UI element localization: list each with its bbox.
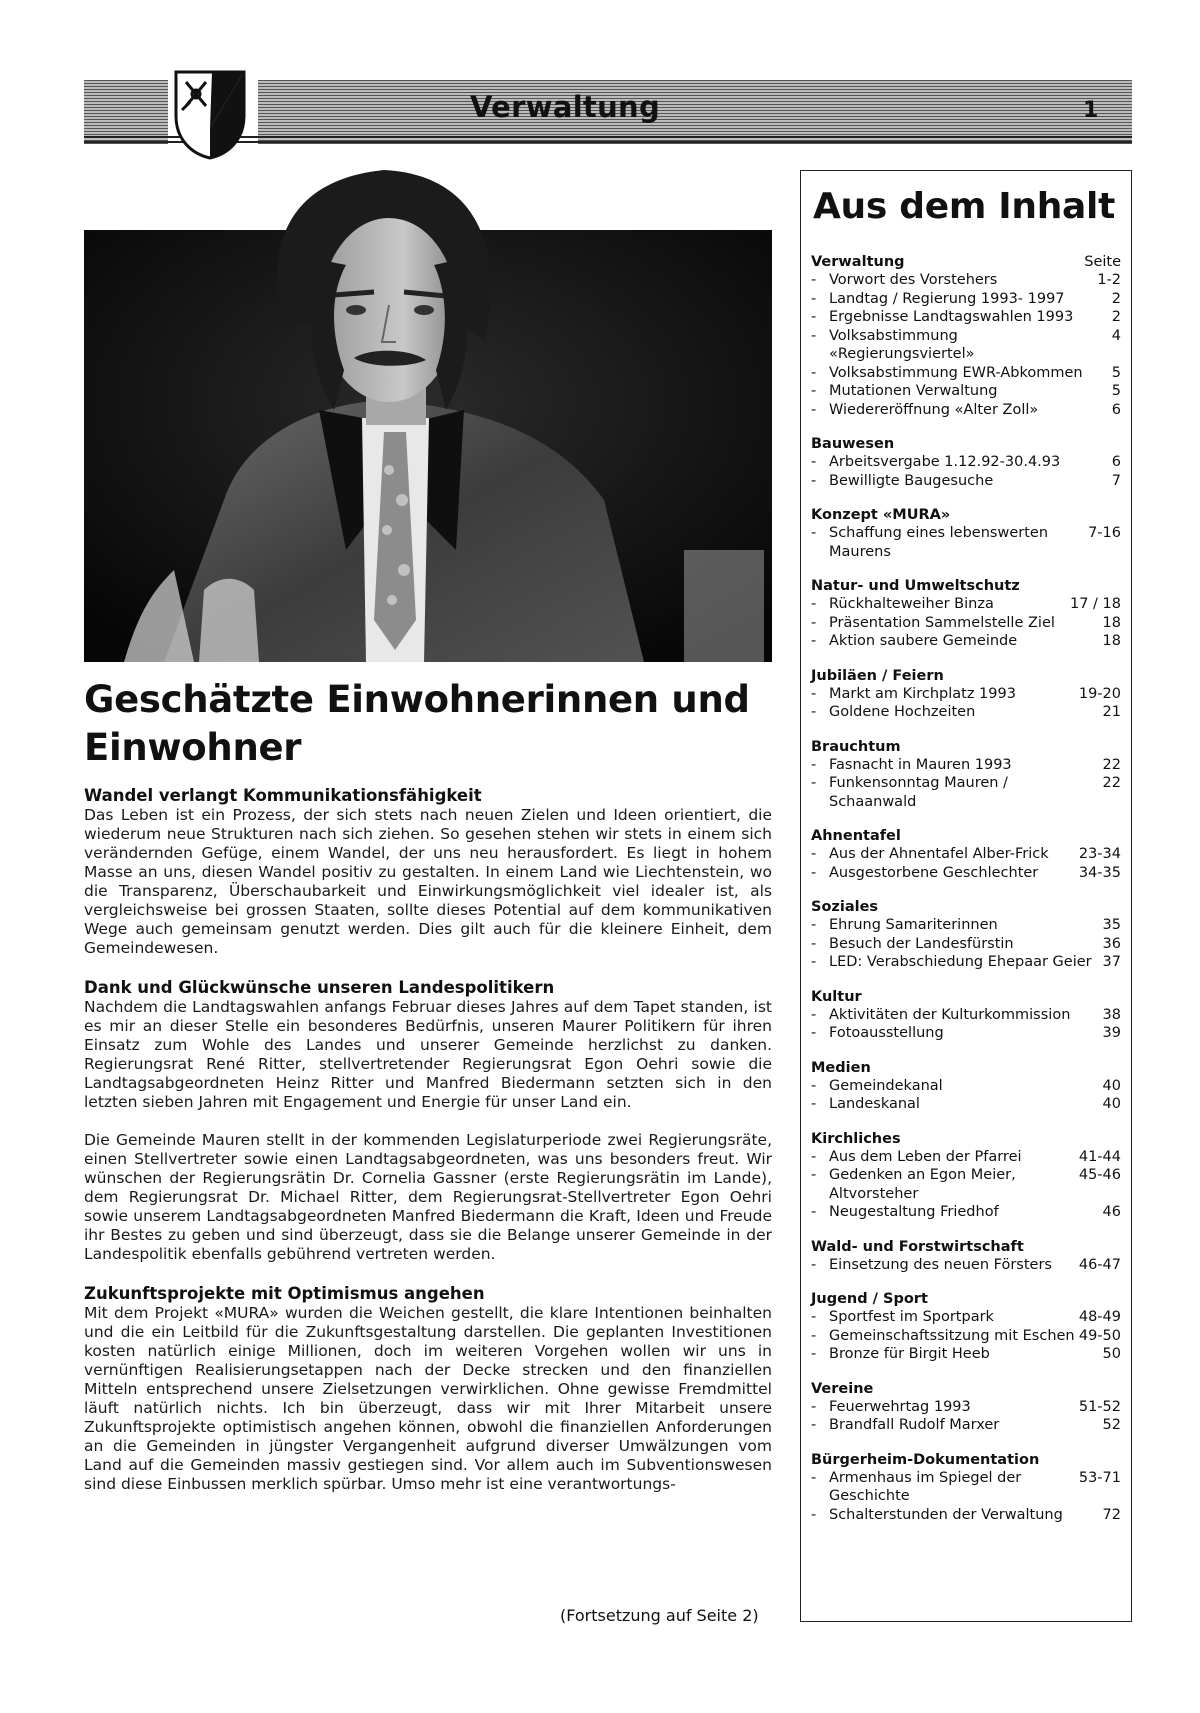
toc-item	[811, 1148, 1121, 1167]
toc-item-page: 21	[1102, 704, 1121, 720]
toc-item	[811, 1166, 1121, 1203]
toc-category-heading	[811, 827, 1121, 845]
toc-item-title: Aktivitäten der Kulturkommission	[829, 1006, 1071, 1023]
bullet-dash: -	[811, 917, 817, 933]
toc-category	[811, 1290, 1121, 1364]
article-headline: Geschätzte Einwohnerinnen und Einwohner	[84, 678, 750, 769]
toc-item	[811, 685, 1121, 704]
toc-item	[811, 1256, 1121, 1275]
bullet-dash: -	[811, 327, 817, 344]
toc-item-page: 52	[1102, 1417, 1121, 1433]
toc-category-heading	[811, 1059, 1121, 1077]
toc-item-title: Gemeinschaftssitzung mit Eschen	[829, 1327, 1075, 1344]
toc-item-page: 51-52	[1078, 1398, 1121, 1415]
paragraph: Nachdem die Landtagswahlen anfangs Februar dieses Jahres auf dem Tapet standen, ist es mir an dieser Stelle ein besonderes Bedürfnis, unseren Maurer Politikern für ihren Einsatz zum Wohle des Landes und unserer Gemeinde herzlichst zu danken. Regierungsrat René Ritter, stellvertretender Regierungsrat Egon Oehri sowie die Landtagsabgeordneten Heinz Ritter und Manfred Biedermann setzten sich in den letzten sieben Jahren mit Engagement und Energie für unser Land ein.	[84, 998, 772, 1111]
toc-item-page: 39	[1102, 1025, 1121, 1041]
toc-item	[811, 756, 1121, 775]
bullet-dash: -	[811, 1148, 817, 1165]
toc-item-page: 40	[1102, 1077, 1121, 1094]
toc-item-title: Arbeitsvergabe 1.12.92-30.4.93	[829, 454, 1061, 470]
toc-item-title: Ehrung Samariterinnen	[829, 917, 998, 933]
toc-item	[811, 1416, 1121, 1435]
toc-category-name: Wald- und Forstwirtschaft	[811, 1238, 1024, 1255]
portrait-photo	[84, 170, 772, 662]
toc-category-heading	[811, 253, 1121, 271]
toc-item	[811, 1469, 1121, 1506]
toc-item-page: 7	[1111, 472, 1121, 489]
toc-item	[811, 401, 1121, 420]
toc-item-page: 35	[1102, 917, 1121, 933]
toc-item	[811, 271, 1121, 290]
toc-item-page: 23-34	[1078, 846, 1121, 862]
bullet-dash: -	[811, 454, 817, 470]
paragraph: Mit dem Projekt «MURA» wurden die Weichen gestellt, die klare Intentionen beinhalten und die ein Leitbild für die Zukunftsgestaltung darstellen. Die geplanten Investitionen kosten natürlich einige Millionen, doch im weiteren Vorgehen wollen wir uns in vernünftigen Realisierungsetappen nach der Decke strecken und den finanziellen Mitteln entsprechend unsere Zielsetzungen verwirklichen. Ohne gewisse Fremdmittel läuft natürlich nichts. Ich bin überzeugt, dass wir mit Ihrer Mitarbeit unsere Zukunftsprojekte optimistisch angehen können, obwohl die finanziellen Anforderungen an die Gemeinden in jüngster Vergangenheit aufgrund diverser Umwälzungen vom Land auf die Gemeinden massiv gestiegen sind. Vor allem auch im Subventionswesen sind diese Einbussen merklich spürbar. Umso mehr ist eine verantwortungs-	[84, 1304, 772, 1493]
toc-item	[811, 703, 1121, 722]
toc-category	[811, 827, 1121, 882]
toc-item	[811, 614, 1121, 633]
toc-category	[811, 1059, 1121, 1114]
coat-of-arms-icon	[172, 68, 248, 160]
toc-item-title: Neugestaltung Friedhof	[829, 1204, 999, 1220]
bullet-dash: -	[811, 364, 817, 381]
toc-item	[811, 382, 1121, 401]
toc-item-title: Schaffung eines lebenswerten Maurens	[829, 525, 1049, 560]
toc-item	[811, 774, 1121, 811]
toc-item-page: 34-35	[1078, 864, 1121, 881]
toc-item-title: Rückhalteweiher Binza	[829, 596, 994, 612]
toc-item	[811, 1506, 1121, 1525]
toc-category-name: Verwaltung	[811, 254, 905, 270]
toc-category-name: Jugend / Sport	[811, 1291, 928, 1307]
bullet-dash: -	[811, 1309, 817, 1325]
bullet-dash: -	[811, 633, 817, 649]
toc-item-page: 72	[1102, 1506, 1121, 1523]
bullet-dash: -	[811, 1204, 817, 1220]
toc-category-name: Kirchliches	[811, 1130, 901, 1147]
toc-item-title: Präsentation Sammelstelle Ziel	[829, 614, 1055, 631]
bullet-dash: -	[811, 1327, 817, 1344]
bullet-dash: -	[811, 1006, 817, 1023]
bullet-dash: -	[811, 1469, 817, 1486]
toc-category	[811, 988, 1121, 1043]
toc-item-page: 18	[1102, 633, 1121, 649]
bullet-dash: -	[811, 1256, 817, 1273]
toc-item-page: 2	[1111, 309, 1121, 325]
toc-category-name: Jubiläen / Feiern	[811, 667, 944, 684]
bullet-dash: -	[811, 685, 817, 702]
toc-item-title: Volksabstimmung «Regierungsviertel»	[829, 327, 975, 362]
section-subtitle: Wandel verlangt Kommunikationsfähigkeit	[84, 786, 482, 805]
bullet-dash: -	[811, 1077, 817, 1094]
bullet-dash: -	[811, 846, 817, 862]
toc-item-page: 1-2	[1097, 272, 1121, 288]
toc-item-title: Landeskanal	[829, 1096, 920, 1112]
toc-item-title: Funkensonntag Mauren / Schaanwald	[829, 775, 1008, 810]
toc-item-title: Ausgestorbene Geschlechter	[829, 864, 1039, 881]
toc-item-page: 50	[1102, 1346, 1121, 1362]
bullet-dash: -	[811, 1506, 817, 1523]
bullet-dash: -	[811, 525, 817, 541]
bullet-dash: -	[811, 954, 817, 970]
toc-item-title: Besuch der Landesfürstin	[829, 935, 1014, 952]
toc-item	[811, 1327, 1121, 1346]
article-section	[84, 786, 772, 958]
toc-item-title: Aktion saubere Gemeinde	[829, 633, 1018, 649]
toc-item-page: 6	[1111, 454, 1121, 470]
toc-item	[811, 864, 1121, 883]
toc-item	[811, 1203, 1121, 1222]
toc-item-page: 19-20	[1078, 685, 1121, 702]
toc-item-page: 2	[1111, 290, 1121, 307]
toc-category-heading	[811, 577, 1121, 595]
paragraph: Die Gemeinde Mauren stellt in der kommenden Legislaturperiode zwei Regierungsräte, einen Stellvertreter sowie einen Landtagsabgeordneten, was uns besonders freut. Wir wünschen der Regierungsrätin Dr. Cornelia Gassner (erste Regierungsrätin im Lande), dem Regierungsrat Dr. Michael Ritter, dem Regierungsrat-Stellvertreter Egon Oehri sowie unserem Landtagsabgeordneten Manfred Biedermann die Kraft, Ideen und Freude ihr Bestes zu geben und sind überzeugt, dass sie die Belange unserer Gemeinde in der Landespolitik ebenfalls gebührend vertreten werden.	[84, 1131, 772, 1263]
toc-category-name: Vereine	[811, 1380, 874, 1397]
toc-item	[811, 1095, 1121, 1114]
article-section	[84, 978, 772, 1264]
toc-category-name: Brauchtum	[811, 738, 901, 755]
toc-item	[811, 364, 1121, 383]
toc-item	[811, 524, 1121, 561]
bullet-dash: -	[811, 1096, 817, 1112]
bullet-dash: -	[811, 775, 817, 791]
toc-item	[811, 595, 1121, 614]
toc-item	[811, 1024, 1121, 1043]
table-of-contents	[800, 170, 1132, 1622]
toc-category	[811, 577, 1121, 651]
toc-category	[811, 1130, 1121, 1222]
toc-item-title: Goldene Hochzeiten	[829, 704, 976, 720]
toc-item-title: Brandfall Rudolf Marxer	[829, 1417, 1000, 1433]
bullet-dash: -	[811, 756, 817, 773]
toc-category	[811, 738, 1121, 812]
toc-item-page: 36	[1102, 935, 1121, 952]
toc-item-title: Bronze für Birgit Heeb	[829, 1346, 990, 1362]
toc-category-name: Konzept «MURA»	[811, 507, 951, 523]
toc-item-page: 41-44	[1078, 1148, 1121, 1165]
bullet-dash: -	[811, 1417, 817, 1433]
toc-item-title: Markt am Kirchplatz 1993	[829, 685, 1016, 702]
toc-category-heading	[811, 1290, 1121, 1308]
toc-item-page: 4	[1111, 327, 1121, 344]
toc-item-title: Vorwort des Vorstehers	[829, 272, 998, 288]
toc-category	[811, 1238, 1121, 1275]
toc-item	[811, 472, 1121, 491]
toc-category	[811, 506, 1121, 561]
toc-item-page: 38	[1102, 1006, 1121, 1023]
toc-item	[811, 1308, 1121, 1327]
toc-category-heading	[811, 506, 1121, 524]
toc-item-page: 17 / 18	[1069, 596, 1121, 612]
toc-category-heading	[811, 1130, 1121, 1148]
bullet-dash: -	[811, 1346, 817, 1362]
toc-category-name: Bauwesen	[811, 436, 895, 452]
toc-item-page: 46	[1102, 1204, 1121, 1220]
section-subtitle: Dank und Glückwünsche unseren Landespolitikern	[84, 978, 555, 997]
toc-item-title: Wiedereröffnung «Alter Zoll»	[829, 401, 1039, 418]
toc-category	[811, 1451, 1121, 1525]
continuation-note: (Fortsetzung auf Seite 2)	[560, 1606, 759, 1625]
toc-item-page: 49-50	[1078, 1327, 1121, 1344]
bullet-dash: -	[811, 1167, 817, 1183]
toc-category-name: Kultur	[811, 988, 862, 1005]
toc-list	[811, 253, 1121, 1524]
paragraph: Das Leben ist ein Prozess, der sich stets nach neuen Zielen und Ideen orientiert, die wiederum neue Strukturen nach sich ziehen. So gesehen stehen wir stets in einem sich verändernden Gefüge, einem Wandel, der uns neu herausfordert. Es liegt in hohem Masse an uns, diesen Wandel positiv zu gestalten. In einem Land wie Liechtenstein, wo die Transparenz, Überschaubarkeit und Einwirkungsmöglichkeit viel idealer ist, als vergleichsweise bei grossen Staaten, sollte dieses Potential auf dem kommunikativen Wege auch gemeinsam genutzt werden. Dies gilt auch für die kleinere Einheit, dem Gemeindewesen.	[84, 806, 772, 957]
toc-item-page: 40	[1102, 1096, 1121, 1112]
toc-item	[811, 916, 1121, 935]
toc-item-title: Aus der Ahnentafel Alber-Frick	[829, 846, 1049, 862]
toc-item-page: 22	[1102, 775, 1121, 791]
toc-item	[811, 327, 1121, 364]
toc-category-heading	[811, 898, 1121, 916]
bullet-dash: -	[811, 290, 817, 307]
bullet-dash: -	[811, 614, 817, 631]
toc-category-name: Natur- und Umweltschutz	[811, 578, 1020, 594]
toc-item	[811, 1006, 1121, 1025]
section-title: Verwaltung	[470, 90, 661, 124]
bullet-dash: -	[811, 272, 817, 288]
toc-item	[811, 308, 1121, 327]
toc-item	[811, 1077, 1121, 1096]
toc-category-name: Soziales	[811, 899, 879, 915]
toc-title: Aus dem Inhalt	[813, 186, 1115, 227]
toc-item-title: Fasnacht in Mauren 1993	[829, 756, 1012, 773]
toc-category-heading	[811, 988, 1121, 1006]
bullet-dash: -	[811, 309, 817, 325]
toc-category	[811, 667, 1121, 722]
toc-item-page: 7-16	[1088, 525, 1121, 541]
toc-item-title: Feuerwehrtag 1993	[829, 1398, 971, 1415]
bullet-dash: -	[811, 1398, 817, 1415]
bullet-dash: -	[811, 1025, 817, 1041]
toc-category-name: Ahnentafel	[811, 828, 901, 844]
bullet-dash: -	[811, 864, 817, 881]
toc-category-heading	[811, 667, 1121, 685]
article-section	[84, 1284, 772, 1494]
toc-item-title: Schalterstunden der Verwaltung	[829, 1506, 1063, 1523]
toc-item-page: 46-47	[1078, 1256, 1121, 1273]
toc-item-title: Gemeindekanal	[829, 1077, 943, 1094]
toc-item-page: 18	[1102, 614, 1121, 631]
toc-item-title: Volksabstimmung EWR-Abkommen	[829, 364, 1083, 381]
toc-category	[811, 898, 1121, 972]
toc-item	[811, 953, 1121, 972]
toc-category	[811, 253, 1121, 419]
bullet-dash: -	[811, 383, 817, 399]
toc-item-title: Einsetzung des neuen Försters	[829, 1256, 1052, 1273]
toc-category-heading	[811, 1238, 1121, 1256]
toc-category	[811, 1380, 1121, 1435]
toc-item-page: 53-71	[1078, 1469, 1121, 1486]
toc-item-title: Sportfest im Sportpark	[829, 1309, 994, 1325]
toc-item-page: 6	[1111, 401, 1121, 418]
toc-category	[811, 435, 1121, 490]
toc-item	[811, 1398, 1121, 1417]
toc-item-page: 37	[1102, 954, 1121, 970]
toc-item	[811, 935, 1121, 954]
article-body	[84, 786, 772, 1514]
bullet-dash: -	[811, 472, 817, 489]
toc-item	[811, 290, 1121, 309]
bullet-dash: -	[811, 704, 817, 720]
toc-item-page: 45-46	[1078, 1167, 1121, 1183]
toc-item	[811, 845, 1121, 864]
page-number: 1	[1083, 98, 1099, 123]
toc-item	[811, 453, 1121, 472]
toc-item-page: 22	[1102, 756, 1121, 773]
toc-category-heading	[811, 1451, 1121, 1469]
toc-item-title: Gedenken an Egon Meier, Altvorsteher	[829, 1167, 1016, 1202]
section-subtitle: Zukunftsprojekte mit Optimismus angehen	[84, 1284, 485, 1303]
bullet-dash: -	[811, 401, 817, 418]
toc-item-title: Ergebnisse Landtagswahlen 1993	[829, 309, 1074, 325]
toc-item-title: Landtag / Regierung 1993- 1997	[829, 290, 1065, 307]
toc-item-page: 5	[1111, 364, 1121, 381]
toc-item-page: 48-49	[1078, 1309, 1121, 1325]
toc-item-title: Fotoausstellung	[829, 1025, 944, 1041]
toc-category-heading	[811, 435, 1121, 453]
toc-category-heading	[811, 1380, 1121, 1398]
toc-item-title: Bewilligte Baugesuche	[829, 472, 994, 489]
bullet-dash: -	[811, 935, 817, 952]
toc-item	[811, 1345, 1121, 1364]
toc-page-label: Seite	[1084, 254, 1121, 270]
toc-item-title: LED: Verabschiedung Ehepaar Geier	[829, 954, 1092, 970]
toc-item	[811, 632, 1121, 651]
toc-category-heading	[811, 738, 1121, 756]
toc-category-name: Medien	[811, 1059, 871, 1076]
toc-item-title: Aus dem Leben der Pfarrei	[829, 1148, 1022, 1165]
bullet-dash: -	[811, 596, 817, 612]
toc-item-title: Armenhaus im Spiegel der Geschichte	[829, 1469, 1022, 1504]
toc-item-title: Mutationen Verwaltung	[829, 383, 998, 399]
toc-item-page: 5	[1111, 383, 1121, 399]
toc-category-name: Bürgerheim-Dokumentation	[811, 1451, 1040, 1468]
